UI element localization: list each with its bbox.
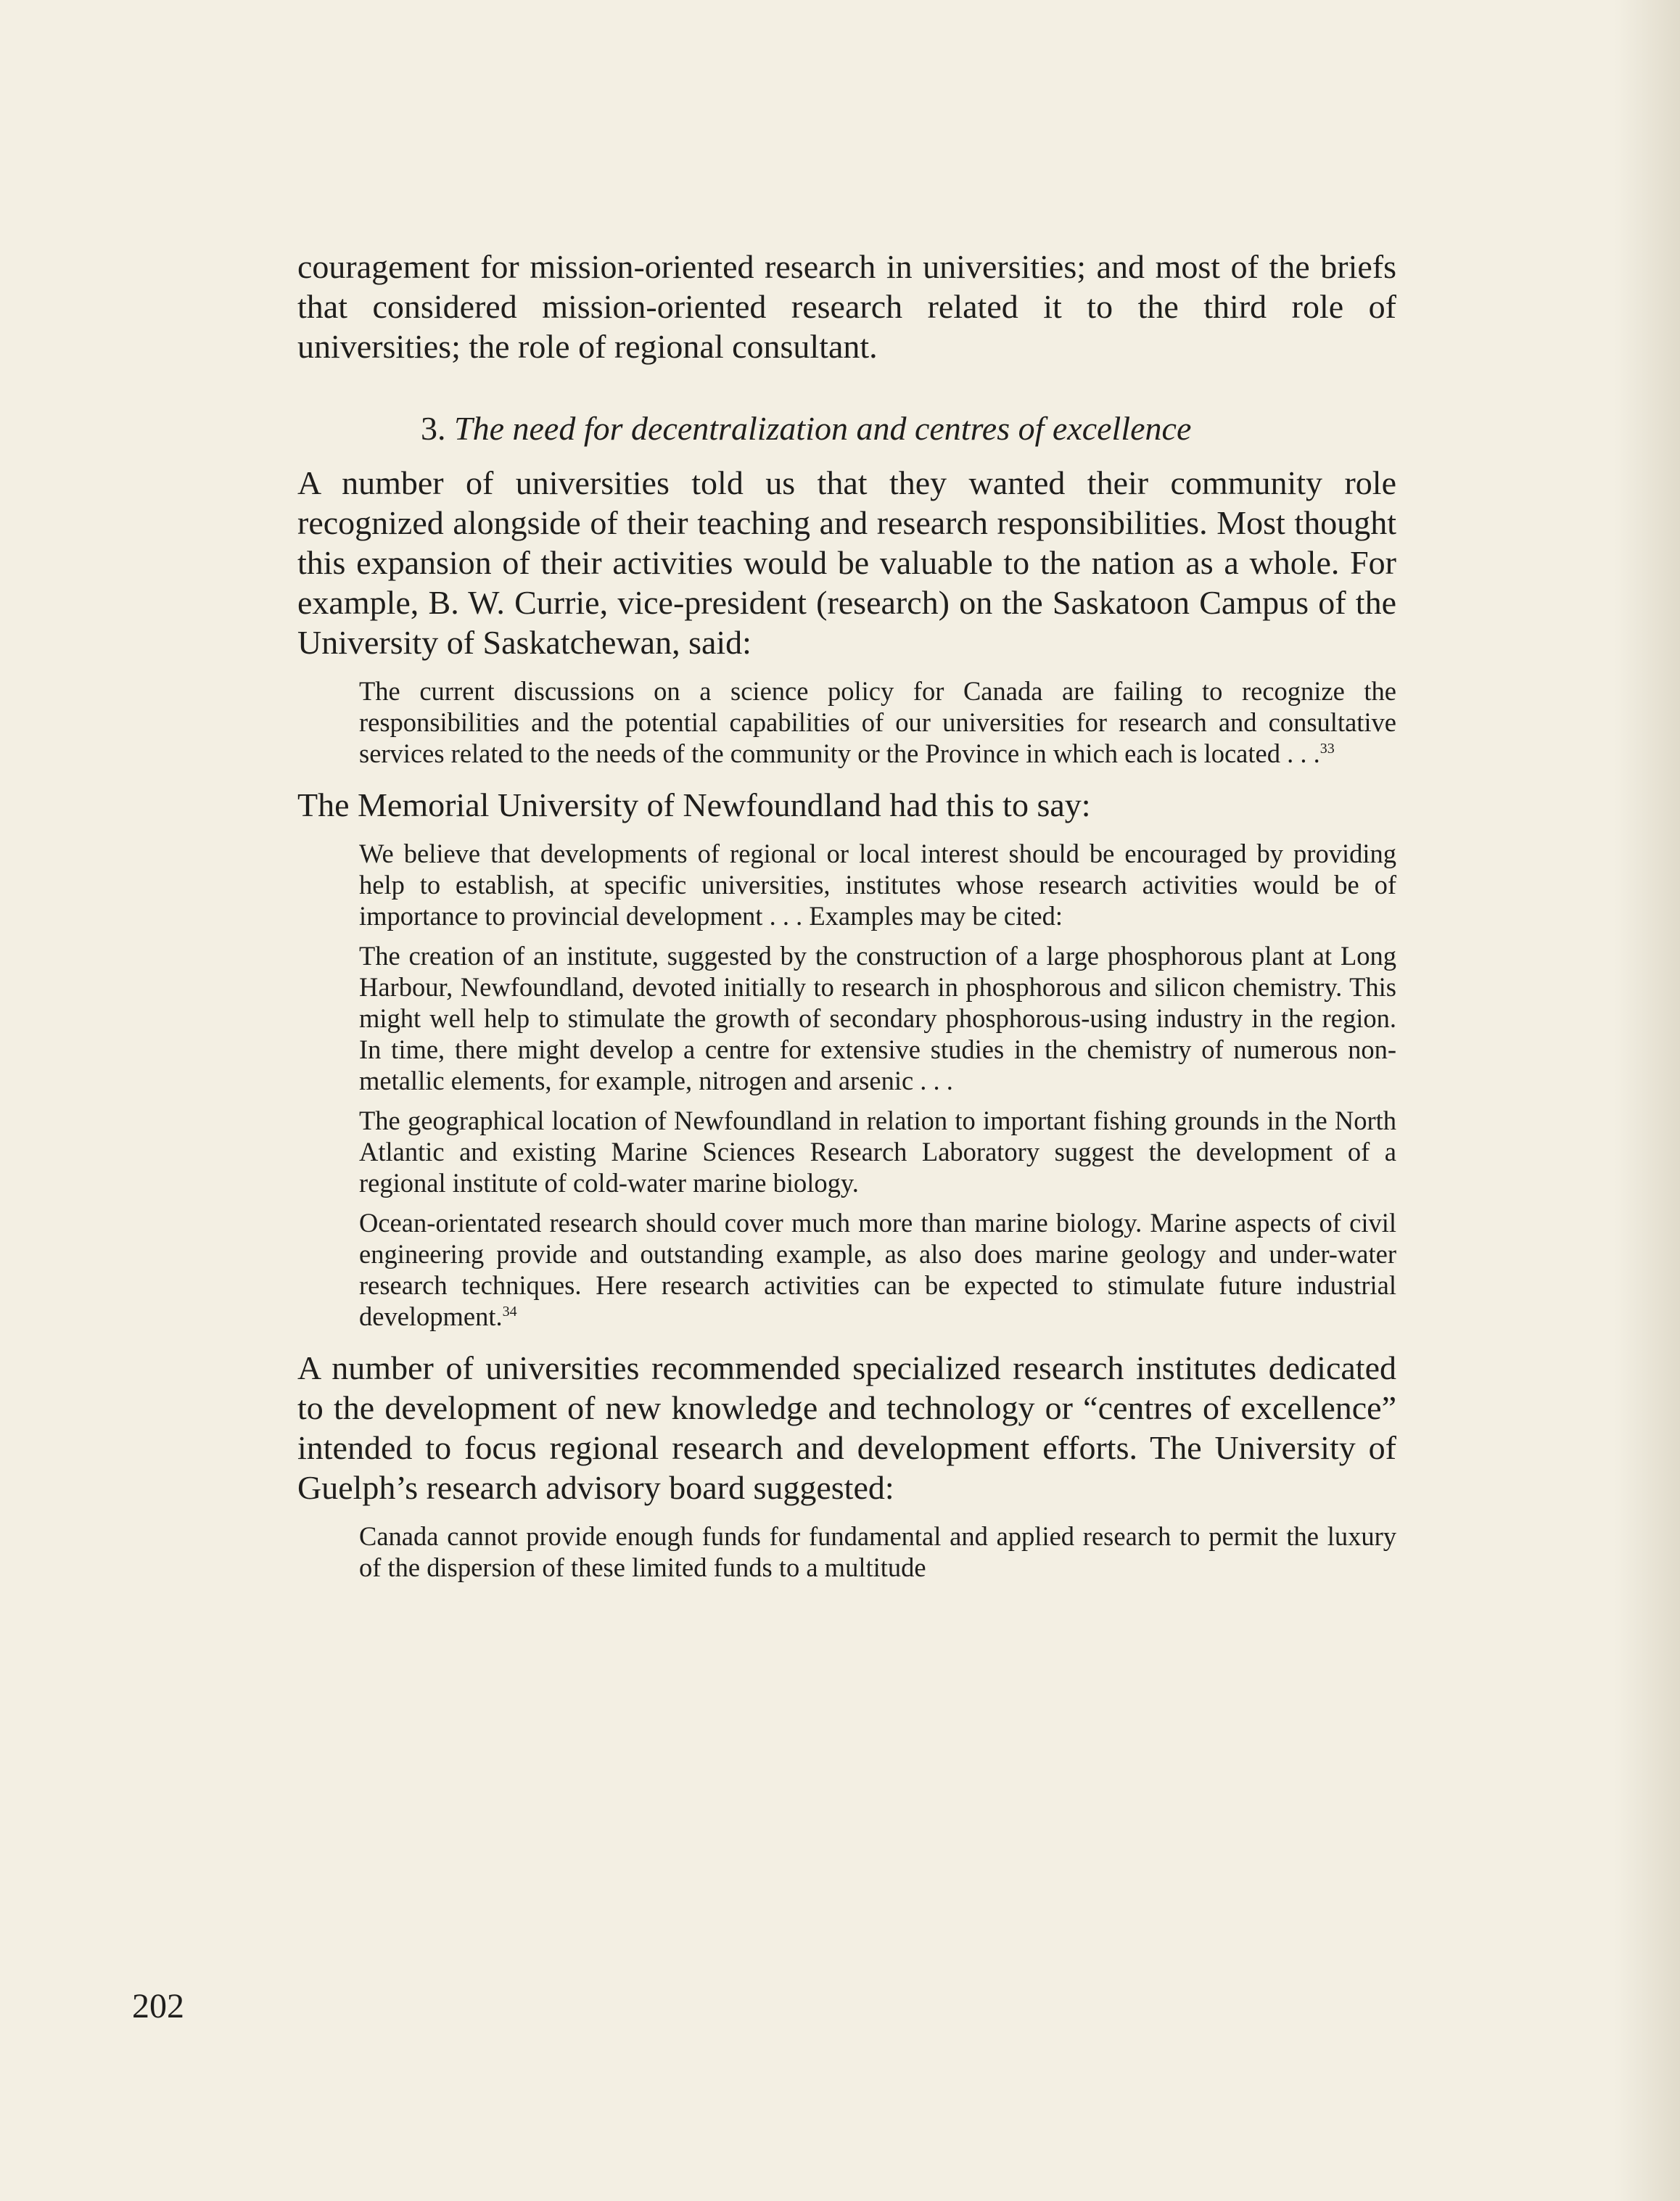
quote-memorial: [359, 838, 1396, 1332]
paragraph-centres-of-excellence: A number of universities recommended specialized research institutes dedicated to the development of new knowledge and technology or “centres of excellence” intended to focus regional research and development efforts. The University of Guelph’s research advisory board suggested:: [297, 1349, 1396, 1506]
quote-memorial-intro: We believe that developments of regional or local interest should be encouraged by providing help to establish, at specific universities, institutes whose research activities would be of importance to provincial development . . . Examples may be cited:: [359, 839, 1396, 931]
section-title: The need for decentralization and centres of excellence: [454, 410, 1192, 447]
page-body: [297, 247, 1396, 1599]
footnote-marker: 34: [502, 1303, 517, 1320]
quote-guelph-text: Canada cannot provide enough funds for fundamental and applied research to permit the luxury of the dispersion of these limited funds to a multitude: [359, 1521, 1396, 1582]
quote-saskatchewan: [359, 675, 1396, 769]
section-heading: [421, 408, 1396, 448]
paragraph-memorial-intro: The Memorial University of Newfoundland had this to say:: [297, 786, 1091, 823]
quote-memorial-marine-biology: The geographical location of Newfoundland in relation to important fishing grounds in the North Atlantic and existing Marine Sciences Research Laboratory suggest the development of a regional institute of cold-water marine biology.: [359, 1106, 1396, 1198]
quote-memorial-ocean-research: Ocean-orientated research should cover much more than marine biology. Marine aspects of civil engineering provide and outstanding example, as also does marine geology and under-water research techniques. Here research activities can be expected to stimulate future industrial development.$^{34}$: [359, 1208, 1396, 1331]
footnote-marker: 33: [1319, 740, 1335, 757]
page-number: 202: [132, 1987, 184, 2025]
quote-memorial-phosphorous: The creation of an institute, suggested by the construction of a large phosphorous plant at Long Harbour, Newfoundland, devoted initially to research in phosphorous and silicon chemistry. This might well help to stimulate the growth of secondary phosphorous-using industry in the region. In time, there might develop a centre for extensive studies in the chemistry of numerous non-metallic elements, for example, nitrogen and arsenic . . .: [359, 941, 1396, 1095]
paragraph-community-role: A number of universities told us that they wanted their community role recognized alongside of their teaching and research responsibilities. Most thought this expansion of their activities would be valuable to the nation as a whole. For example, B. W. Currie, vice-president (research) on the Saskatoon Campus of the University of Saskatchewan, said:: [297, 464, 1396, 661]
quote-saskatchewan-text: The current discussions on a science policy for Canada are failing to recognize the responsibilities and the potential capabilities of our universities for research and consultative services related to the needs of the community or the Province in which each is located . . .$^{33}$: [359, 676, 1396, 768]
section-number: 3.: [421, 410, 446, 447]
paragraph-mission-oriented: couragement for mission-oriented research in universities; and most of the briefs that considered mission-oriented research related it to the third role of universities; the role of regional consultant.: [297, 248, 1396, 365]
quote-guelph: [359, 1521, 1396, 1583]
page-edge-shadow: [1615, 0, 1680, 2201]
